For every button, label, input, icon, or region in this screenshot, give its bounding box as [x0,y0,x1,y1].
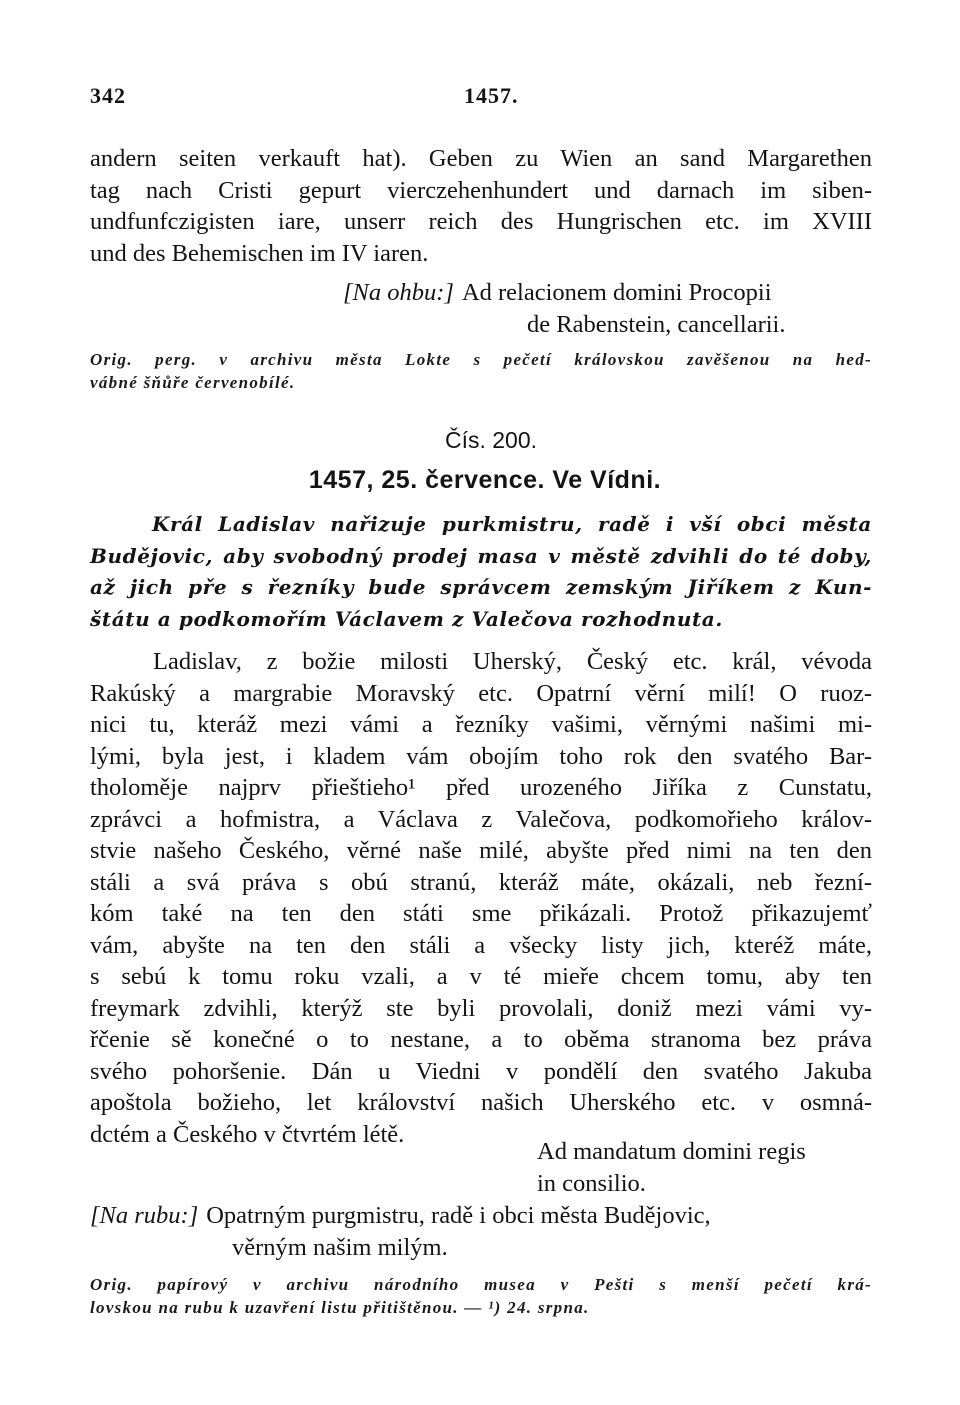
body-line: vám, abyšte na ten den stáli a všecky listy jich, kteréž máte, [90,931,872,959]
document-body [90,646,872,1150]
body-line: Rakúský a margrabie Moravský etc. Opatrní věrní milí! O ruoz- [90,679,872,707]
summary-line: až jich pře s řezníky bude správcem zemským Jiříkem z Kun- [90,575,872,599]
running-head [90,83,870,111]
body-line: lými, byla jest, i kladem vám obojím toho rok den svatého Bar- [90,742,872,770]
endorsement-line [343,279,772,306]
previous-document-continuation [90,143,872,269]
signature-line: in consilio. [537,1169,646,1197]
note-line: Orig. perg. v archivu města Lokte s pečetí královskou zavěšenou na hed- [90,350,872,369]
text-line: andern seiten verkauft hat). Geben zu Wien an sand Margarethen [90,145,872,172]
body-line: zprávci a hofmistra, a Václava z Valečova, podkomořieho králov- [90,805,872,833]
endorsement-line [90,1202,711,1229]
page-number: 342 [90,83,126,108]
body-line: apoštola božieho, let království našich Uherského etc. v osmná- [90,1089,872,1116]
endorsement-text: Ad relacionem domini Procopii [461,279,772,306]
document-summary [90,509,872,635]
endorsement-tag: [Na ohbu:] [343,279,454,306]
endorsement-text: de Rabenstein, cancellarii. [527,310,786,338]
endorsement-fold-note [343,277,786,340]
summary-line: Král Ladislav nařizuje purkmistru, radě i vší obci města [152,512,872,536]
body-line: Ladislav, z božie milosti Uherský, Český etc. král, vévoda [153,648,872,675]
body-line: stvie našeho Českého, věrné naše milé, abyšte před nimi na ten den [90,837,872,864]
signature-line: Ad mandatum domini regis [537,1138,806,1165]
body-line: kóm také na ten den státi sme přikázali. Protož přikazujemť [90,900,872,927]
note-line: lovskou na rubu k uzavření listu přitištěnou. — ¹) 24. srpna. [90,1298,590,1317]
note-line: Orig. papírový v archivu národního musea v Pešti s menší pečetí krá- [90,1275,872,1294]
chancery-signature [537,1136,806,1199]
text-line: tag nach Cristi gepurt vierczehenhundert und darnach im siben- [90,176,872,204]
body-line: řčenie sě konečné o to nestane, a to oběma stranoma bez práva [90,1026,872,1053]
note-line: vábné šňůře červenobílé. [90,373,296,392]
archival-note [90,1273,872,1319]
document-number: Čís. 200. [444,427,538,453]
summary-line: Budějovic, aby svobodný prodej masa v městě zdvihli do té doby, [90,543,872,568]
running-year: 1457. [464,83,519,108]
document-date-place: 1457, 25. července. Ve Vídni. [308,466,662,494]
endorsement-tag: [Na rubu:] [90,1202,199,1229]
summary-line: štátu a podkomořím Václavem z Valečova rozhodnuta. [90,606,723,631]
body-line: s sebú k tomu roku vzali, a v té mieře chcem tomu, aby ten [90,963,872,990]
text-line: undfunfczigisten iare, unserr reich des Hungrischen etc. im XVIII [90,208,872,235]
body-line: tholoměje najprv přieštieho¹ před urozeného Jiříka z Cunstatu, [90,774,872,801]
archival-note [90,348,872,394]
body-line: nici tu, kteráž mezi vámi a řezníky vašimi, věrnými našimi mi- [90,711,872,738]
body-line: svého pohoršenie. Dán u Viedni v pondělí den svatého Jakuba [90,1057,872,1085]
body-line: dctém a Českého v čtvrtém létě. [90,1120,405,1148]
endorsement-back-note [90,1200,711,1263]
endorsement-text: Opatrným purgmistru, radě i obci města Budějovic, [206,1202,711,1229]
body-line: stáli a svá práva s obú stranú, kteráž máte, okázali, neb řezní- [90,868,872,896]
endorsement-text: věrným našim milým. [232,1233,448,1261]
body-line: freymark zdvihli, kterýž ste byli provolali, doniž mezi vámi vy- [90,994,872,1022]
text-line: und des Behemischen im IV iaren. [90,239,429,267]
